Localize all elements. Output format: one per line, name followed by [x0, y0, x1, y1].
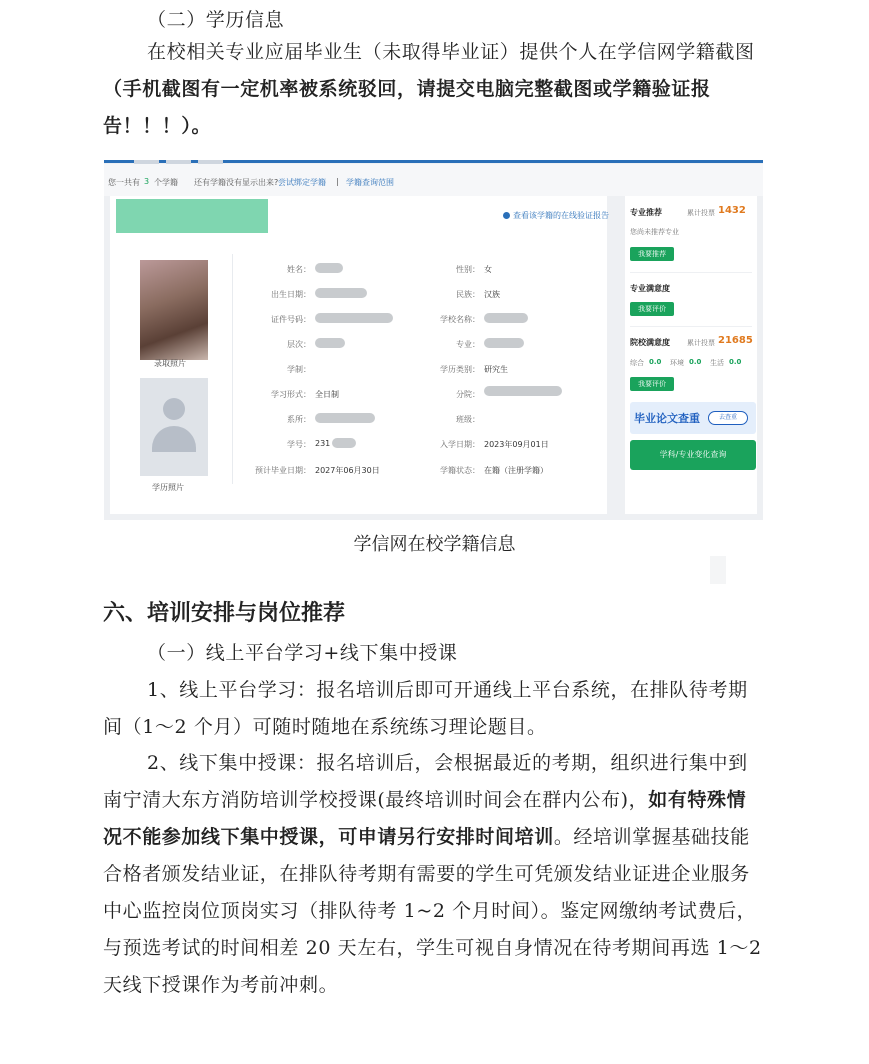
label-grad: 预计毕业日期：	[255, 466, 311, 475]
value-ethnic: 汉族	[484, 290, 500, 299]
bar-divider: |	[336, 177, 339, 186]
paragraph-1: 1、线上平台学习：报名培训后即可开通线上平台系统，在排队待考期间（1～2 个月）可随时随地在系统练习理论题目。	[103, 679, 748, 738]
label-branch: 分院：	[456, 390, 480, 399]
value-form: 全日制	[315, 390, 339, 399]
admission-photo-label: 录取照片	[154, 359, 186, 368]
evaluate-button[interactable]: 我要评价	[630, 302, 674, 316]
value-gender: 女	[484, 265, 492, 274]
total-num: 3	[144, 177, 150, 186]
label-ethnic: 民族：	[456, 290, 480, 299]
side-panel	[625, 196, 757, 514]
figure-caption: 学信网在校学籍信息	[353, 534, 516, 555]
life-label: 生活	[710, 359, 724, 367]
p2-text-bold: 如有特殊情况不能参加线下集中授课，可申请另行安排时间培训	[103, 789, 747, 848]
label-enroll: 入学日期：	[440, 440, 480, 449]
env-value: 0.0	[689, 358, 702, 366]
verify-label: 查看该学籍的在线验证报告	[513, 211, 609, 220]
evaluate-school-button[interactable]: 我要评价	[630, 377, 674, 391]
votes2-label: 累计投票	[687, 339, 715, 347]
admission-photo	[140, 260, 208, 360]
label-class: 班级：	[456, 415, 480, 424]
degree-photo	[140, 378, 208, 476]
value-blurred	[484, 338, 524, 348]
total-post: 个学籍	[154, 178, 178, 187]
label-birth: 出生日期：	[271, 290, 311, 299]
env-label: 环境	[670, 359, 684, 367]
value-blurred	[315, 263, 343, 273]
votes-label: 累计投票	[687, 209, 715, 217]
label-school: 学校名称：	[440, 315, 480, 324]
divider	[232, 254, 233, 484]
major-sat-title: 专业满意度	[630, 284, 670, 293]
name-mask	[116, 199, 268, 233]
range-link[interactable]: 学籍查询范围	[346, 178, 394, 187]
avatar-head-icon	[163, 398, 185, 420]
paragraph-2	[103, 745, 763, 1004]
overall-value: 0.0	[649, 358, 662, 366]
label-level: 层次：	[287, 340, 311, 349]
bind-link[interactable]: 尝试绑定学籍	[278, 178, 326, 187]
overall-label: 综合	[630, 359, 644, 367]
value-status: 在籍（注册学籍）	[484, 466, 548, 475]
label-major: 专业：	[456, 340, 480, 349]
label-category: 学历类别：	[440, 365, 480, 374]
major-change-button[interactable]: 学科/专业变化查询	[630, 440, 756, 470]
school-sat-title: 院校满意度	[630, 338, 670, 347]
xuexin-screenshot	[104, 160, 763, 520]
edu-heading: （二）学历信息	[147, 9, 285, 31]
separator	[630, 326, 752, 327]
label-gender: 性别：	[456, 265, 480, 274]
value-blurred	[315, 313, 393, 323]
banner-title: 毕业论文查重	[634, 412, 700, 425]
not-shown-text: 还有学籍没有显示出来?	[194, 178, 279, 187]
value-enroll: 2023年09月01日	[484, 440, 549, 449]
label-sid: 学号：	[287, 440, 311, 449]
section-heading: 六、培训安排与岗位推荐	[103, 601, 346, 626]
verify-link[interactable]	[503, 210, 609, 221]
label-dept: 系所：	[287, 415, 311, 424]
faint-mark	[710, 556, 726, 584]
value-blurred	[315, 338, 345, 348]
value-blurred	[315, 413, 375, 423]
value-blurred	[484, 313, 528, 323]
votes-value: 1432	[718, 205, 746, 216]
student-card	[110, 196, 607, 514]
major-rec-title: 专业推荐	[630, 208, 662, 217]
shield-icon	[503, 212, 510, 219]
value-blurred	[332, 438, 356, 448]
edu-text-bold: （手机截图有一定机率被系统驳回，请提交电脑完整截图或学籍验证报告！！！）。	[103, 78, 711, 137]
value-blurred	[315, 288, 367, 298]
value-blurred	[484, 386, 562, 396]
thesis-check-banner[interactable]	[630, 402, 756, 434]
recommend-button[interactable]: 我要推荐	[630, 247, 674, 261]
not-rec-text: 您尚未推荐专业	[630, 228, 679, 236]
separator	[630, 272, 752, 273]
degree-photo-label: 学历照片	[152, 483, 184, 492]
edu-paragraph	[103, 34, 763, 145]
value-grad: 2027年06月30日	[315, 466, 380, 475]
votes2-value: 21685	[718, 335, 753, 346]
count-bar	[104, 164, 763, 196]
edu-text: 在校相关专业应届毕业生（未取得毕业证）提供个人在学信网学籍截图	[147, 41, 755, 63]
label-status: 学籍状态：	[440, 466, 480, 475]
life-value: 0.0	[729, 358, 742, 366]
label-id: 证件号码：	[271, 315, 311, 324]
total-pre: 您一共有	[108, 178, 140, 187]
avatar-body-icon	[152, 426, 196, 452]
p2-text-post: 。经培训掌握基础技能合格者颁发结业证，在排队待考期有需要的学生可凭颁发结业证进企业服务中心监控岗位顶岗实习（排队待考 1~2 个月时间）。鉴定网缴纳考试费后，与预选考试的时间相差 20 天左右，学生可视自身情况在待考期间再选 1～2 天线下授课作为考前冲刺。	[103, 826, 762, 996]
label-duration: 学制：	[287, 365, 311, 374]
p2-text: 2、线下集中授课：报名培训后，会根据最近的考期，组织进行集中到南宁清大东方消防培训学校授课(最终培训时间会在群内公布)，	[103, 752, 748, 811]
value-sid: 231	[315, 439, 331, 448]
value-category: 研究生	[484, 365, 508, 374]
sub-heading: （一）线上平台学习+线下集中授课	[147, 642, 458, 664]
label-form: 学习形式：	[271, 390, 311, 399]
banner-pill[interactable]: 去查重	[708, 411, 748, 425]
label-name: 姓名：	[287, 265, 311, 274]
